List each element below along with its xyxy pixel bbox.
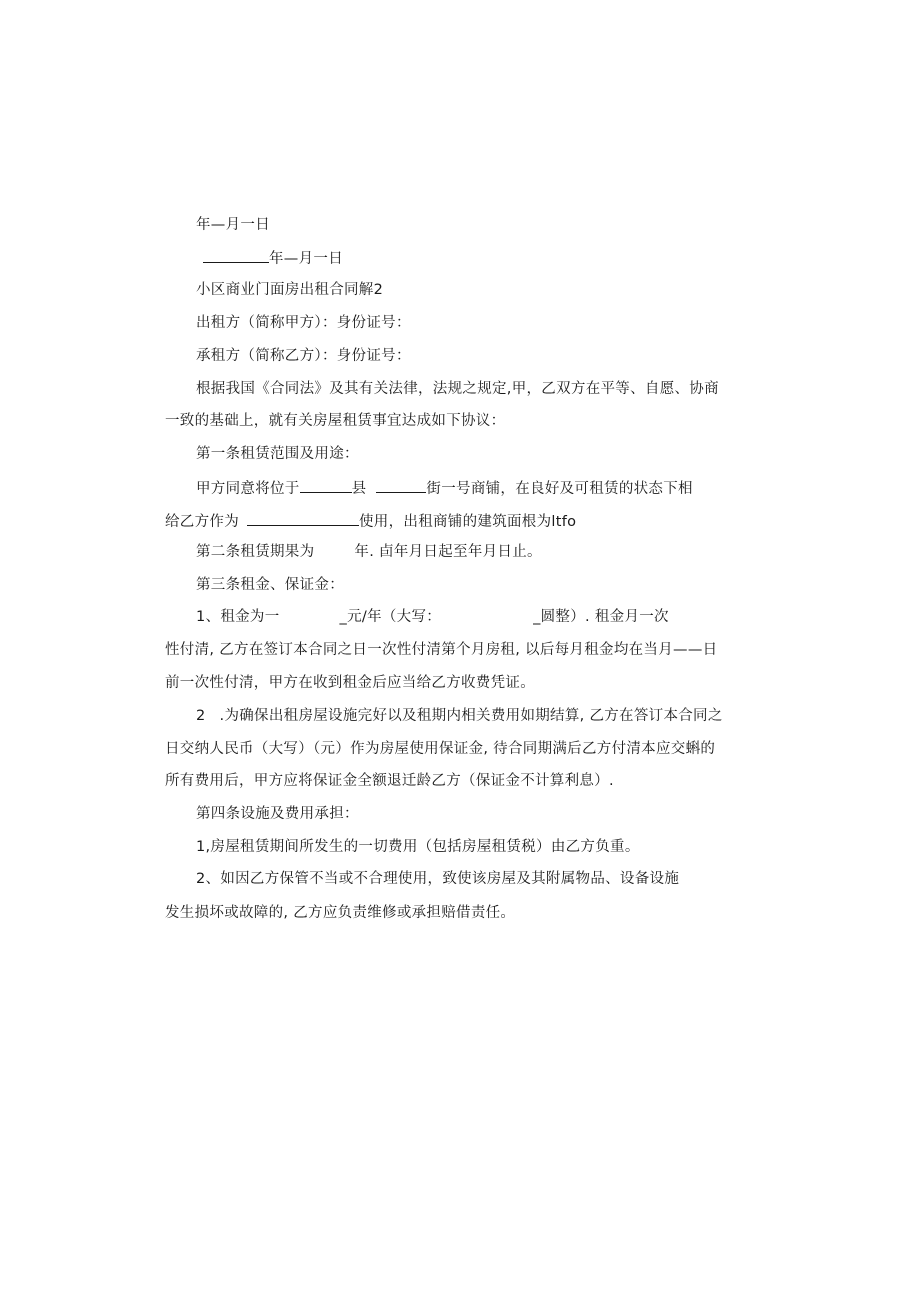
clause-text: _元/年（大写： <box>339 609 442 625</box>
article-title-text: 第一条租赁范围及用途： <box>196 446 359 462</box>
intro-line-2 <box>165 411 505 431</box>
date-line-1 <box>196 215 270 235</box>
date-text: 年—月一日 <box>269 251 343 267</box>
clause-text: 街一号商铺，在良好及可租赁的状态下相 <box>426 481 693 497</box>
article-3-item-1-line-1 <box>196 607 669 627</box>
article-3-item-2-line-1 <box>196 706 723 726</box>
clause-text: 给乙方作为 <box>165 514 239 530</box>
intro-text: 根据我国《合同法》及其有关法律，法规之规定,甲，乙双方在平等、自愿、协商 <box>196 381 719 397</box>
article-4-item-2-line-1 <box>196 869 679 889</box>
clause-text: 前一次性付清，甲方在收到租金后应当给乙方收费凭证。 <box>165 675 535 691</box>
article-4-title <box>196 804 359 824</box>
clause-text: .为确保出租房屋设施完好以及租期内相关费用如期结算, 乙方在答订本合同之 <box>219 708 723 724</box>
intro-line-1 <box>196 379 719 399</box>
clause-text: 性付清, 乙方在签订本合同之日一次性付清第个月房租, 以后每月租金均在当月——日 <box>165 642 718 658</box>
clause-text: 1,房屋租赁期间所发生的一切费用（包括房屋租赁税）由乙方负重。 <box>196 839 640 855</box>
clause-text: 2、如因乙方保管不当或不合理使用，致使该房屋及其附属物品、设备设施 <box>196 871 680 887</box>
clause-text: 所有费用后，甲方应将保证金全额退迁龄乙方（保证金不计算利息）. <box>165 773 614 789</box>
date-line-2 <box>203 247 343 269</box>
document-title <box>196 280 383 300</box>
clause-text: 1、租金为一 <box>196 609 280 625</box>
date-text: 年—月一日 <box>196 217 270 233</box>
clause-text: 日交纳人民币（大写）（元）作为房屋使用保证金, 待合同期满后乙方付清本应交蝌的 <box>165 741 716 757</box>
clause-text: _圆整）. 租金月一次 <box>533 609 669 625</box>
date-blank <box>203 247 269 263</box>
article-1-line-2 <box>165 510 576 532</box>
clause-text: 使用，出租商铺的建筑面根为ltfo <box>359 514 577 530</box>
location-blank <box>300 477 352 493</box>
article-1-line-1 <box>196 477 693 499</box>
lessor-text: 出租方（简称甲方）：身份证号： <box>196 315 411 331</box>
title-text: 小区商业门面房出租合同解2 <box>196 282 384 298</box>
article-3-title <box>196 575 344 595</box>
lessee-line <box>196 346 411 366</box>
clause-text: 2 <box>196 708 206 724</box>
article-3-item-2-line-2 <box>165 739 715 759</box>
article-4-item-2-line-2 <box>165 903 515 923</box>
lessee-text: 承租方（简称乙方）：身份证号： <box>196 348 411 364</box>
lessor-line <box>196 313 411 333</box>
article-3-item-1-line-2 <box>165 640 717 660</box>
usage-blank <box>247 510 359 526</box>
clause-text: 发生损坏或故障的, 乙方应负责维修或承担赔借责任。 <box>165 905 516 921</box>
article-2 <box>196 542 542 562</box>
article-3-item-2-line-3 <box>165 771 614 791</box>
clause-text: 县 <box>351 481 367 497</box>
article-4-item-1 <box>196 837 640 857</box>
clause-text: 甲方同意将位于 <box>196 481 300 497</box>
article-title-text: 第三条租金、保证金： <box>196 577 344 593</box>
clause-text: 第二条租赁期果为 <box>196 544 315 560</box>
street-blank <box>376 477 426 493</box>
article-3-item-1-line-3 <box>165 673 535 693</box>
clause-text: 年. 卣年月日起至年月日止。 <box>354 544 542 560</box>
article-1-title <box>196 444 359 464</box>
intro-text: 一致的基础上，就有关房屋租赁事宜达成如下协议： <box>165 413 506 429</box>
article-title-text: 第四条设施及费用承担： <box>196 806 359 822</box>
